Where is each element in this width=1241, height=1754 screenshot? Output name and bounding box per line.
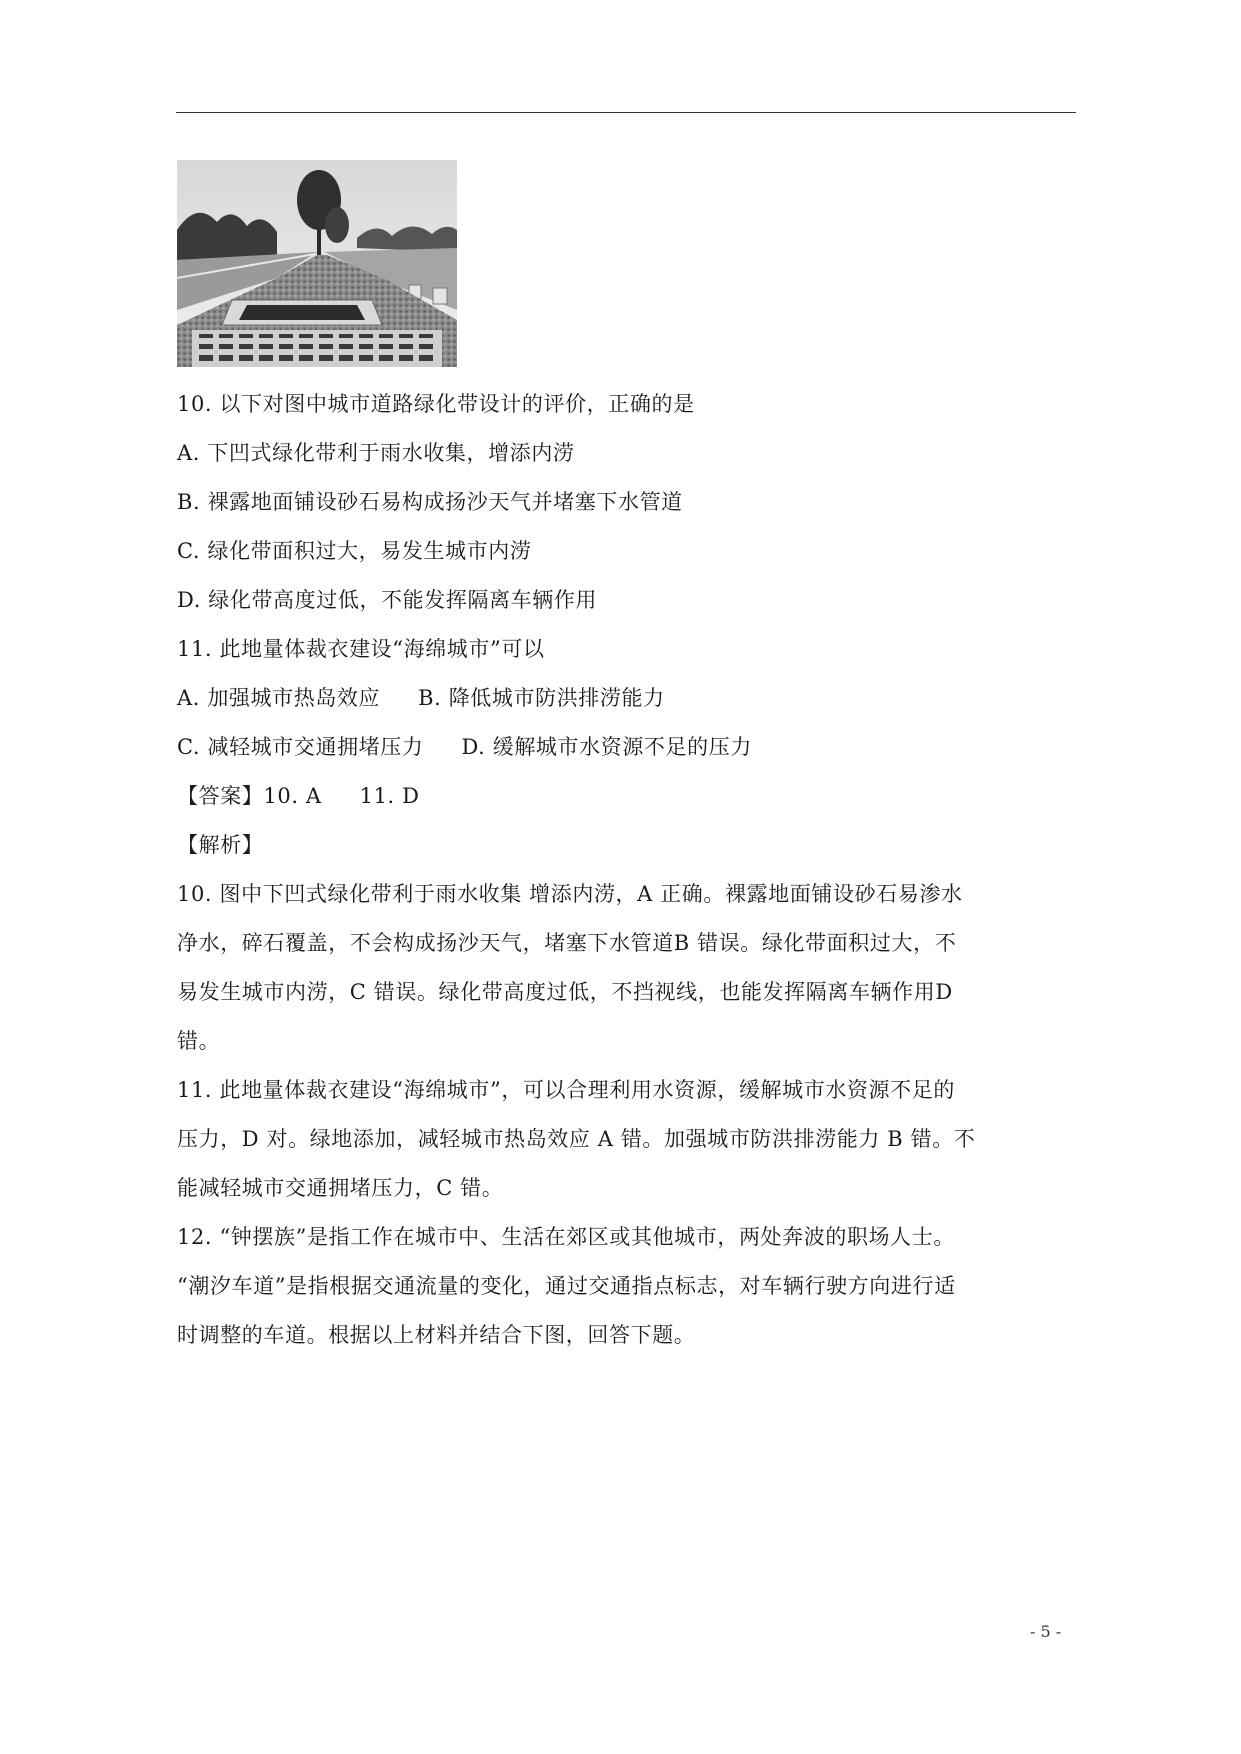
answer-label: 【答案】10. A [177, 784, 322, 808]
q12-line: 时调整的车道。根据以上材料并结合下图，回答下题。 [177, 1323, 696, 1347]
analysis10-line: 错。 [177, 1029, 221, 1053]
q10-stem: 10. 以下对图中城市道路绿化带设计的评价，正确的是 [177, 392, 695, 416]
q10-option-a: A. 下凹式绿化带利于雨水收集，增添内涝 [177, 441, 575, 465]
q10-option-d: D. 绿化带高度过低，不能发挥隔离车辆作用 [177, 588, 598, 612]
q11-option-d: D. 缓解城市水资源不足的压力 [461, 735, 752, 759]
q11-option-b: B. 降低城市防洪排涝能力 [418, 686, 665, 710]
page-number: - 5 - [1030, 1622, 1062, 1641]
q11-stem: 11. 此地量体裁衣建设“海绵城市”可以 [177, 637, 545, 661]
q11-options-cd [177, 723, 1097, 772]
analysis10-line: 净水，碎石覆盖，不会构成扬沙天气，堵塞下水管道B 错误。绿化带面积过大，不 [177, 931, 957, 955]
header-rule [176, 112, 1076, 113]
q12-line: 12. “钟摆族”是指工作在城市中、生活在郊区或其他城市，两处奔波的职场人士。 [177, 1225, 955, 1249]
q11-options-ab [177, 674, 1097, 723]
document-body [177, 380, 1097, 1360]
q11-option-a: A. 加强城市热岛效应 [177, 686, 381, 710]
q12-line: “潮汐车道”是指根据交通流量的变化，通过交通指点标志，对车辆行驶方向进行适 [177, 1274, 956, 1298]
analysis10-line: 易发生城市内涝，C 错误。绿化带高度过低，不挡视线，也能发挥隔离车辆作用D [177, 980, 953, 1004]
q11-option-c: C. 减轻城市交通拥堵压力 [177, 735, 424, 759]
road-greenbelt-photo [177, 160, 457, 367]
answer-line [177, 772, 1097, 821]
analysis10-line: 10. 图中下凹式绿化带利于雨水收集 增添内涝，A 正确。裸露地面铺设砂石易渗水 [177, 882, 963, 906]
answer-second: 11. D [359, 784, 420, 808]
analysis11-line: 能减轻城市交通拥堵压力，C 错。 [177, 1176, 504, 1200]
analysis-label: 【解析】 [177, 833, 264, 857]
analysis11-line: 压力，D 对。绿地添加，减轻城市热岛效应 A 错。加强城市防洪排涝能力 B 错。不 [177, 1127, 976, 1151]
q10-option-b: B. 裸露地面铺设砂石易构成扬沙天气并堵塞下水管道 [177, 490, 683, 514]
analysis11-line: 11. 此地量体裁衣建设“海绵城市”，可以合理利用水资源，缓解城市水资源不足的 [177, 1078, 955, 1102]
q10-option-c: C. 绿化带面积过大，易发生城市内涝 [177, 539, 532, 563]
